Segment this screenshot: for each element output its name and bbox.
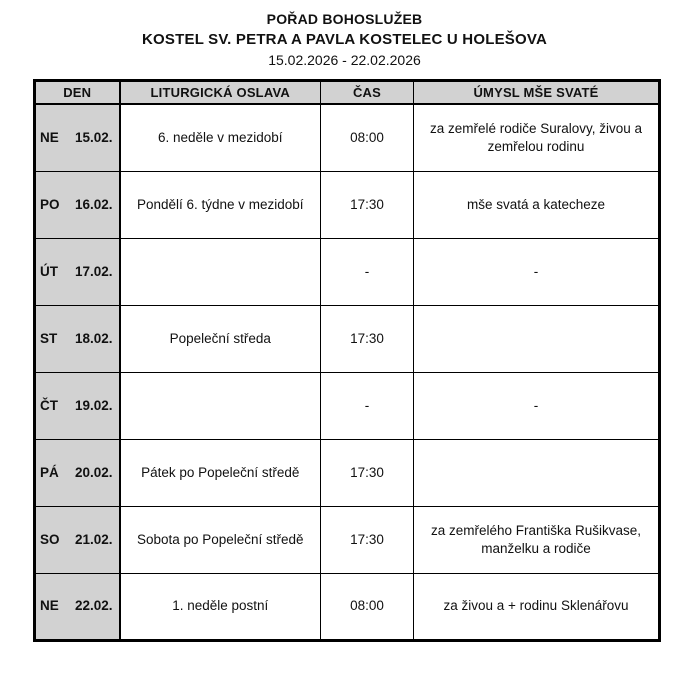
day-date: 15.02. [74,129,113,145]
intention-cell [414,439,660,506]
day-cell [35,573,120,640]
table-row [35,104,660,171]
table-row [35,506,660,573]
time-cell: - [321,238,414,305]
time-cell: 08:00 [321,573,414,640]
day-date: 20.02. [74,464,113,480]
celebration-cell [120,238,321,305]
day-abbr: SO [40,531,60,547]
header-row [35,81,660,105]
celebration-cell: Pondělí 6. týdne v mezidobí [120,171,321,238]
day-cell [35,439,120,506]
celebration-cell [120,372,321,439]
intention-cell: mše svatá a katecheze [414,171,660,238]
day-abbr: NE [40,598,59,613]
column-header-day: DEN [35,81,120,105]
intention-cell: za zemřelého Františka Rušikvase, manželku a rodiče [414,506,660,573]
day-cell [35,104,120,171]
time-cell: 17:30 [321,506,414,573]
table-row [35,439,660,506]
table-row [35,573,660,640]
table-row [35,171,660,238]
day-wrap [36,196,119,214]
intention-cell: - [414,238,660,305]
table-row [35,305,660,372]
day-cell [35,238,120,305]
day-wrap [36,397,119,415]
day-cell [35,372,120,439]
celebration-cell: 1. neděle postní [120,573,321,640]
time-cell: 17:30 [321,171,414,238]
day-wrap [36,263,119,281]
intention-cell: - [414,372,660,439]
intention-cell: za živou a + rodinu Sklenářovu [414,573,660,640]
day-wrap [36,531,119,549]
day-cell [35,305,120,372]
day-date: 17.02. [74,263,113,279]
column-header-time: ČAS [321,81,414,105]
day-date: 19.02. [74,397,113,413]
day-wrap [36,464,119,482]
page-title: POŘAD BOHOSLUŽEB [266,11,423,27]
mass-schedule-table [33,79,661,642]
intention-cell: za zemřelé rodiče Suralovy, živou a zemřelou rodinu [414,104,660,171]
intention-cell [414,305,660,372]
day-abbr: NE [40,129,59,145]
day-date: 18.02. [74,330,113,346]
table-header [35,81,660,105]
table-row [35,372,660,439]
day-cell [35,506,120,573]
day-date: 22.02. [74,598,113,613]
day-abbr: PO [40,196,60,212]
day-wrap [36,129,119,147]
day-date: 16.02. [74,196,113,212]
day-wrap [36,330,119,348]
page-header [0,0,689,71]
day-abbr: ST [40,330,58,346]
time-cell: - [321,372,414,439]
celebration-cell: Popeleční středa [120,305,321,372]
table-row [35,238,660,305]
table-body [35,104,660,640]
day-cell [35,171,120,238]
time-cell: 08:00 [321,104,414,171]
week-date-range: 15.02.2026 - 22.02.2026 [268,52,421,68]
column-header-celebration: LITURGICKÁ OSLAVA [120,81,321,105]
time-cell: 17:30 [321,439,414,506]
day-abbr: ČT [40,397,58,413]
day-abbr: ÚT [40,263,58,279]
day-date: 21.02. [74,531,113,547]
celebration-cell: Pátek po Popeleční středě [120,439,321,506]
church-name: KOSTEL SV. PETRA A PAVLA KOSTELEC U HOLEŠOVA [142,31,547,48]
time-cell: 17:30 [321,305,414,372]
celebration-cell: 6. neděle v mezidobí [120,104,321,171]
day-abbr: PÁ [40,464,59,480]
day-wrap [36,597,119,615]
celebration-cell: Sobota po Popeleční středě [120,506,321,573]
column-header-intention: ÚMYSL MŠE SVATÉ [414,81,660,105]
